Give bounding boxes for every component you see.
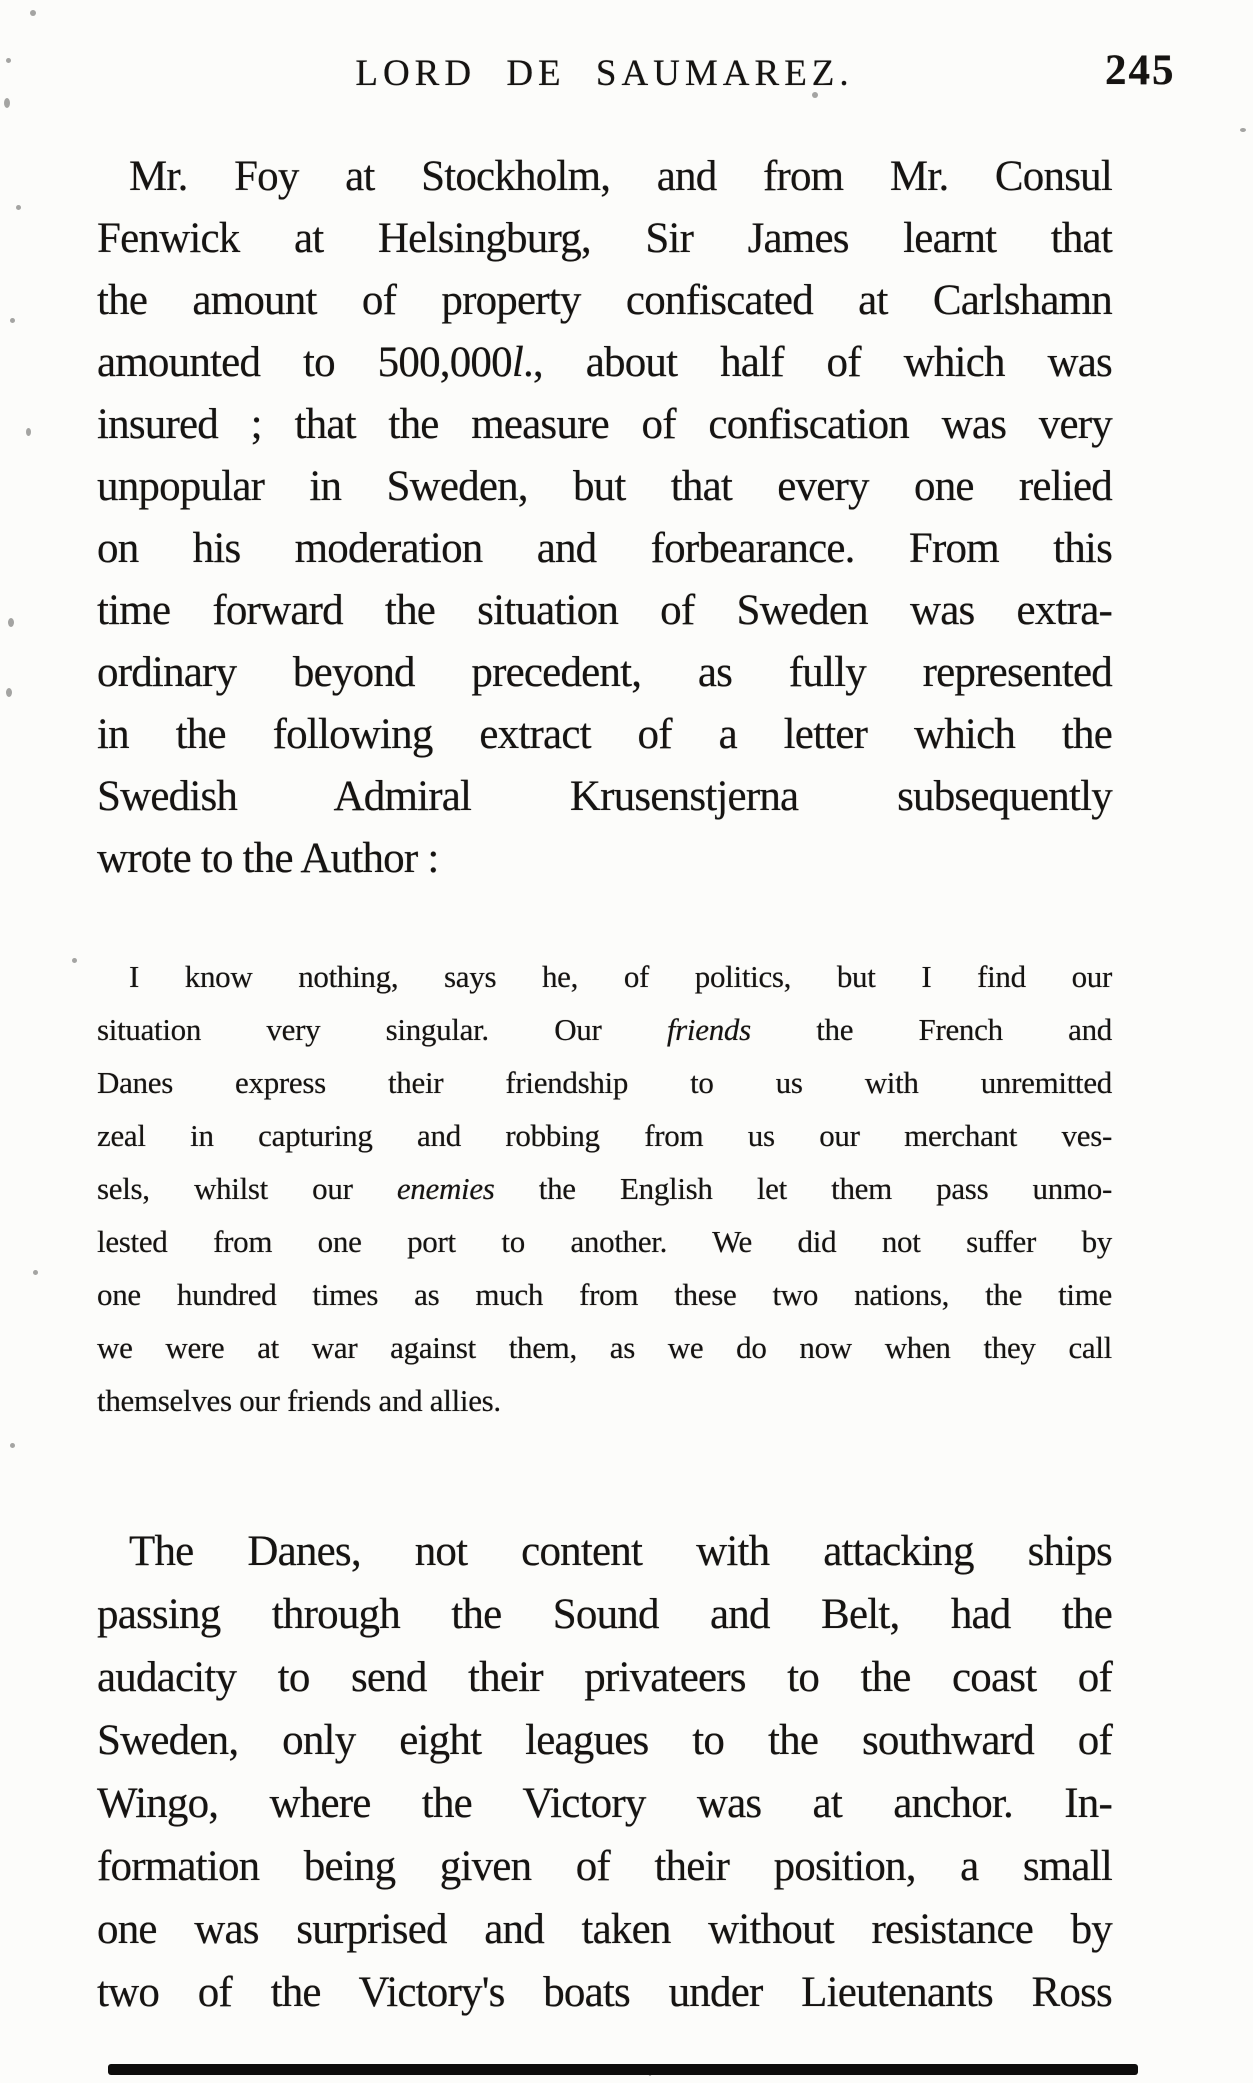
text-line [97,208,1112,270]
plain-text: lested from one port to another. We did not suffer by [97,1224,1112,1259]
text-line [97,1003,1112,1056]
text-line [97,1583,1112,1646]
quoted-letter-extract [97,950,1112,1427]
scan-speck [26,428,31,436]
text-line [97,1215,1112,1268]
plain-text: Swedish Admiral Krusenstjerna subsequently [97,773,1112,820]
text-line [97,1162,1112,1215]
text-line [97,704,1112,766]
text-line [97,456,1112,518]
text-line [97,950,1112,1003]
text-line [97,642,1112,704]
scan-speck [812,92,818,98]
italic-text: friends [666,1012,751,1047]
plain-text: two of the Victory's boats under Lieutenants Ross [97,1969,1112,2016]
scan-speck [10,1443,15,1448]
text-line [97,1268,1112,1321]
text-line [97,1321,1112,1374]
plain-text: sels, whilst our [97,1171,397,1206]
plain-text: situation very singular. Our [97,1012,667,1047]
scan-speck [4,98,10,108]
text-line [97,1520,1112,1583]
page-number: 245 [1105,47,1176,94]
italic-text: l [511,339,523,386]
text-line [97,1374,1112,1427]
text-line [97,1646,1112,1709]
scan-speck [16,205,21,210]
scan-speck [72,958,77,963]
text-line [97,1835,1112,1898]
scan-speck [33,1270,38,1275]
plain-text: the French and [750,1012,1112,1047]
plain-text: the English let them pass unmo- [494,1171,1112,1206]
text-line [97,1709,1112,1772]
text-line [97,1772,1112,1835]
plain-text: wrote to the Author : [97,835,439,882]
plain-text: Danes express their friendship to us with unremitted [97,1065,1112,1100]
text-line [97,1961,1112,2024]
scan-speck [6,58,11,63]
plain-text: ., about half of which was [522,339,1112,386]
text-line [97,146,1112,208]
text-line [97,1056,1112,1109]
plain-text: unpopular in Sweden, but that every one relied [97,463,1112,510]
plain-text: the amount of property confiscated at Carlshamn [97,277,1112,324]
plain-text: formation being given of their position, a small [97,1843,1112,1890]
text-line [97,394,1112,456]
scan-speck [10,318,15,323]
running-header [97,47,1176,102]
plain-text: ordinary beyond precedent, as fully represented [97,649,1112,696]
plain-text: Fenwick at Helsingburg, Sir James learnt that [97,215,1112,262]
plain-text: time forward the situation of Sweden was extra- [97,587,1112,634]
scan-speck [30,10,36,16]
plain-text: I know nothing, says he, of politics, but I find our [129,959,1112,994]
scan-speck [6,688,12,697]
plain-text: Mr. Foy at Stockholm, and from Mr. Consul [129,153,1112,200]
plain-text: Wingo, where the Victory was at anchor. In- [97,1780,1112,1827]
plain-text: we were at war against them, as we do now when they call [97,1330,1112,1365]
text-line [97,1109,1112,1162]
text-line [97,828,1112,890]
plain-text: one was surprised and taken without resistance by [97,1906,1112,1953]
plain-text: one hundred times as much from these two nations, the time [97,1277,1112,1312]
body-paragraph [97,1520,1112,2024]
body-paragraph [97,146,1112,890]
text-line [97,766,1112,828]
plain-text: Sweden, only eight leagues to the southward of [97,1717,1112,1764]
scan-artifact-bar [108,2064,1138,2075]
plain-text: in the following extract of a letter which the [97,711,1112,758]
plain-text: zeal in capturing and robbing from us our merchant ves- [97,1118,1112,1153]
text-line [97,580,1112,642]
text-line [97,270,1112,332]
text-line [97,332,1112,394]
page-header-title: LORD DE SAUMAREZ. [355,53,854,94]
text-line [97,1898,1112,1961]
scan-speck [1240,128,1246,132]
plain-text: insured ; that the measure of confiscation was very [97,401,1112,448]
plain-text: on his moderation and forbearance. From this [97,525,1112,572]
plain-text: audacity to send their privateers to the coast of [97,1654,1112,1701]
italic-text: enemies [396,1171,495,1206]
text-line [97,518,1112,580]
plain-text: themselves our friends and allies. [97,1383,501,1418]
plain-text: passing through the Sound and Belt, had the [97,1591,1112,1638]
plain-text: amounted to 500,000 [97,339,512,386]
scan-speck [8,618,14,627]
plain-text: The Danes, not content with attacking ships [129,1528,1112,1575]
